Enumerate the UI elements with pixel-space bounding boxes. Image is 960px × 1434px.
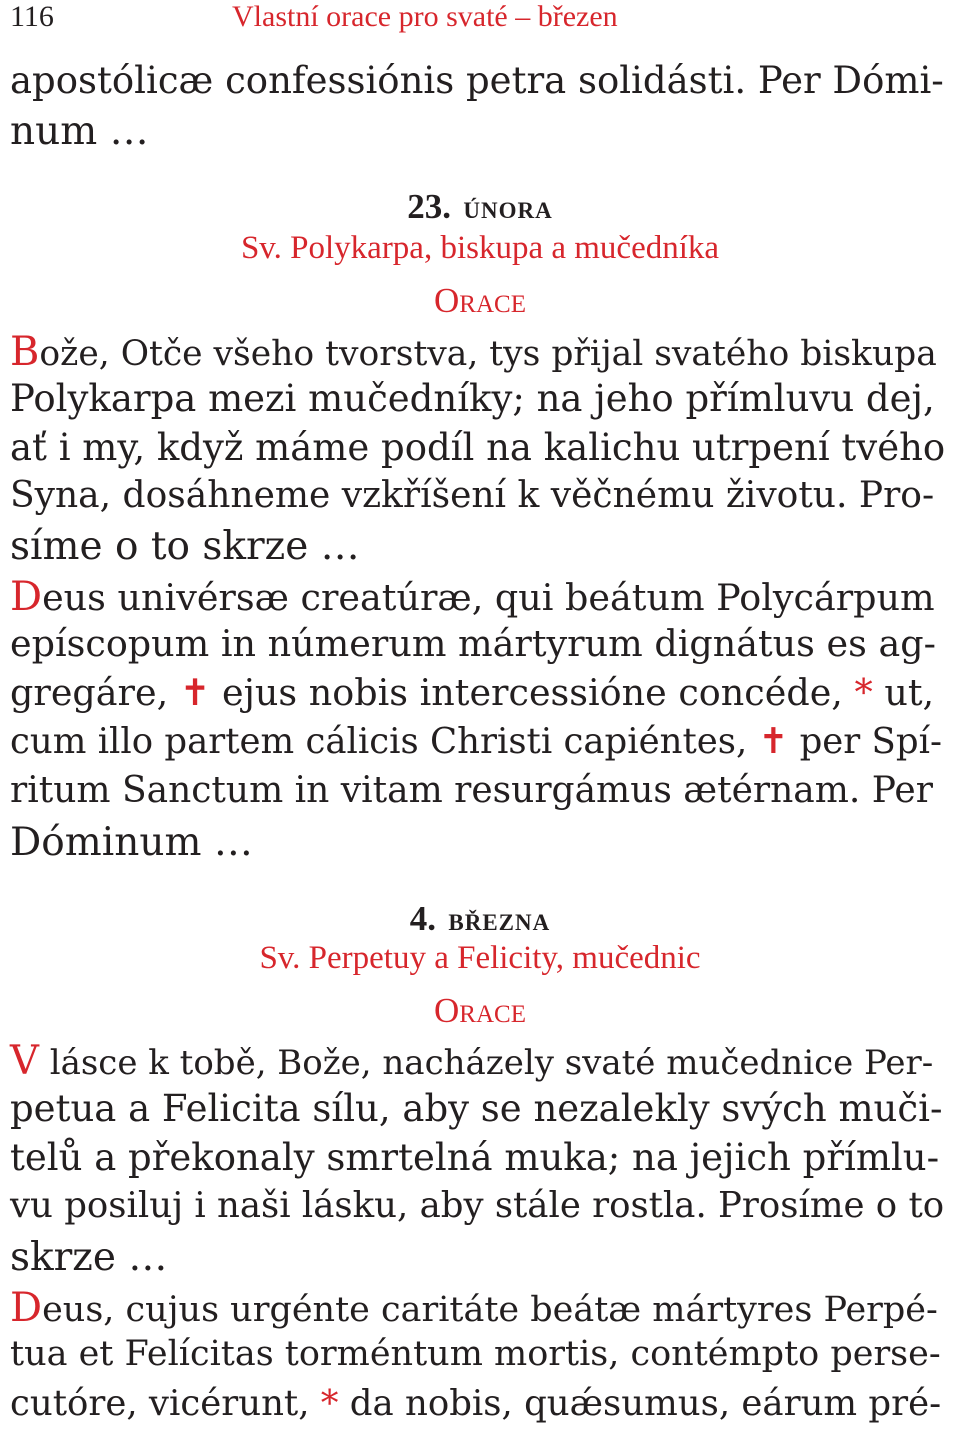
section2-orace-heading: Orace [434, 991, 526, 1030]
page-number: 116 [10, 0, 54, 33]
section2-czech-initial: V [10, 1038, 39, 1084]
section1-czech-line-2: Polykarpa mezi mučedníky; na jeho přímluvu dej, [10, 377, 935, 420]
section1-date [0, 186, 960, 225]
section2-czech-line-1: V lásce k tobě, Bože, nacházely svaté mučednice Per- [10, 1038, 934, 1084]
section2-czech-line-5: skrze … [10, 1235, 168, 1280]
section1-latin-line-6: Dóminum … [10, 820, 253, 865]
section2-date-number: 4. [409, 899, 436, 938]
section2-czech-line-2: petua a Felicita sílu, aby se nezalekly svých muči- [10, 1087, 943, 1130]
section1-czech-line-1: Bože, Otče všeho tvorstva, tys přijal svatého biskupa [10, 329, 937, 375]
section1-czech-initial: B [10, 329, 40, 375]
continued-line-1: apostólicæ confessiónis petra solidásti. Per Dómi- [10, 59, 944, 102]
section1-czech-line-3: ať i my, když máme podíl na kalichu utrpení tvého [10, 426, 946, 469]
section2-date [0, 898, 960, 937]
section1-orace-heading: Orace [434, 281, 526, 320]
section1-latin-line-3: gregáre, ✝ ejus nobis intercessióne concéde, * ut, [10, 671, 935, 714]
continued-line-2: num … [10, 109, 149, 154]
section1-date-number: 23. [407, 187, 451, 226]
section1-saint: Sv. Polykarpa, biskupa a mučedníka [240, 230, 720, 266]
section1-czech-line-4: Syna, dosáhneme vzkříšení k věčnému životu. Pro- [10, 475, 935, 516]
section1-czech-line-5: síme o to skrze … [10, 524, 360, 569]
section2-czech-line-3: telů a překonaly smrtelná muka; na jejich přímlu- [10, 1136, 940, 1179]
section2-date-month: března [448, 902, 551, 938]
asterisk-mark: * [320, 1383, 339, 1424]
section2-latin-initial: D [10, 1285, 43, 1331]
section1-latin-line-2: epíscopum in númerum mártyrum dignátus es ag- [10, 622, 936, 665]
section1-latin-line-5: ritum Sanctum in vitam resurgámus ætérnam. Per [10, 770, 933, 811]
section2-latin-line-3: cutóre, vicérunt, * da nobis, quǽsumus, eárum pré- [10, 1383, 942, 1424]
section2-saint: Sv. Perpetuy a Felicity, mučednic [259, 940, 701, 976]
flex-mark: ✝ [179, 671, 211, 714]
section1-latin-line-4: cum illo partem cálicis Christi capiéntes, ✝ per Spí- [10, 721, 942, 762]
section1-date-month: února [463, 190, 553, 226]
flex-mark: ✝ [758, 721, 789, 762]
section1-latin-initial: D [10, 574, 43, 620]
section2-czech-line-4: vu posiluj i naši lásku, aby stále rostla. Prosíme o to [10, 1185, 945, 1226]
asterisk-mark: * [854, 671, 873, 714]
section1-latin-line-1: Deus univérsæ creatúræ, qui beátum Polycárpum [10, 574, 935, 620]
section2-latin-line-1: Deus, cujus urgénte caritáte beátæ mártyres Perpé- [10, 1285, 938, 1331]
section2-latin-line-2: tua et Felícitas torméntum mortis, contémpto perse- [10, 1334, 941, 1374]
running-title: Vlastní orace pro svaté – březen [232, 0, 618, 33]
